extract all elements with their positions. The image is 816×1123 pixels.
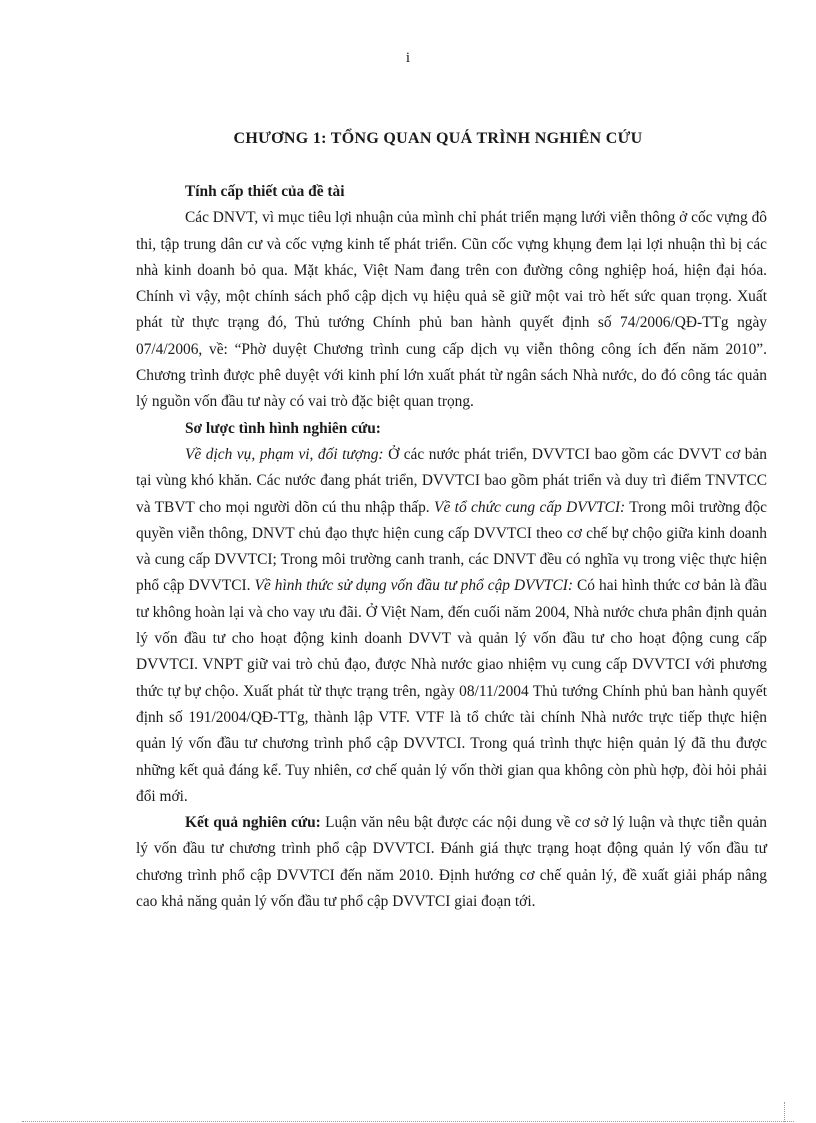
lead-investment-form: Về hình thức sử dụng vốn đầu tư phổ cập DVVTCI:	[254, 577, 573, 595]
lead-organization: Về tổ chức cung cấp DVVTCI:	[434, 498, 626, 516]
chapter-title: CHƯƠNG 1: TỔNG QUAN QUÁ TRÌNH NGHIÊN CỨU	[233, 130, 643, 147]
text-investment-form: Có hai hình thức cơ bản là đầu tư không hoàn lại và cho vay ưu đãi. Ở Việt Nam, đến cuối năm 2004, Nhà nước chưa phân định quản lý vốn đầu tư cho hoạt động kinh doanh DVVT và quản lý vốn đầu tư cho hoạt động cung cấp DVVTCI. VNPT giữ vai trò chủ đạo, được Nhà nước giao nhiệm vụ cung cấp DVVTCI với phương thức tự bự chộo. Xuất phát từ thực trạng trên, ngày 08/11/2004 Thủ tướng Chính phủ ban hành quyết định số 191/2004/QĐ-TTg, thành lập VTF. VTF là tổ chức tài chính Nhà nước trực tiếp thực hiện quản lý vốn đầu tư chương trình phổ cập DVVTCI. Trong quá trình thực hiện quản lý đã thu được những kết quả đáng kể. Tuy nhiên, cơ chế quản lý vốn thời gian qua không còn phù hợp, đòi hỏi phải đổi mới.	[136, 577, 767, 805]
page-number: i	[405, 50, 411, 66]
section-heading-overview: Sơ lược tình hình nghiên cứu:	[185, 419, 381, 437]
section-heading-necessity: Tính cấp thiết của đề tài	[185, 183, 345, 200]
paragraph-results	[136, 810, 767, 915]
text-results: Luận văn nêu bật được các nội dung về cơ sở lý luận và thực tiễn quản lý vốn đầu tư chương trình phổ cập DVVTCI. Đánh giá thực trạng hoạt động quản lý vốn đầu tư chương trình phổ cập DVVTCI đến năm 2010. Định hướng cơ chế quản lý, đề xuất giải pháp nâng cao khả năng quản lý vốn đầu tư phổ cập DVVTCI giai đoạn tới.	[136, 814, 767, 911]
paragraph-necessity: Các DNVT, vì mục tiêu lợi nhuận của mình chỉ phát triển mạng lưới viễn thông ở cốc vựng đô thi, tập trung dân cư và cốc vựng kinh tế phát triển. Cũn cốc vựng khụng đem lại lợi nhuận thì bị các nhà kinh doanh bỏ qua. Mặt khác, Việt Nam đang trên con đường công nghiệp hoá, hiện đại hóa. Chính vì vậy, một chính sách phổ cập dịch vụ hiệu quả sẽ giữ một vai trò hết sức quan trọng. Xuất phát từ thực trạng đó, Thủ tướng Chính phủ ban hành quyết định số 74/2006/QĐ-TTg ngày 07/4/2006, về: “Phờ duyệt Chương trình cung cấp dịch vụ viễn thông công ích đến năm 2010”. Chương trình được phê duyệt với kinh phí lớn xuất phát từ ngân sách Nhà nước, do đó công tác quản lý nguồn vốn đầu tư này có vai trò đặc biệt quan trọng.	[136, 209, 767, 411]
page-corner-mark	[784, 1102, 785, 1122]
lead-services-scope: Về dịch vụ, phạm vi, đối tượng:	[185, 445, 384, 463]
text-services-scope: Ở các nước phát triển, DVVTCI bao gồm các DVVT cơ bản tại vùng khó khăn. Các nước đang phát triển, DVVTCI bao gồm phát triển và duy trì điểm TNVTCC và TBVT cho mọi người dõn cú thu nhập thấp.	[136, 445, 767, 516]
lead-results: Kết quả nghiên cứu:	[185, 814, 321, 832]
document-body	[136, 179, 767, 915]
page-footer-rule	[22, 1121, 794, 1122]
paragraph-overview	[136, 442, 767, 810]
text-organization: Trong môi trường độc quyền viễn thông, DNVT chủ đạo thực hiện cung cấp DVVTCI theo cơ chế bự chộo giữa kinh doanh và cung cấp DVVTCI; Trong môi trường canh tranh, các DNVT đều có nghĩa vụ trong việc thực hiện phổ cập DVVTCI.	[136, 498, 767, 595]
